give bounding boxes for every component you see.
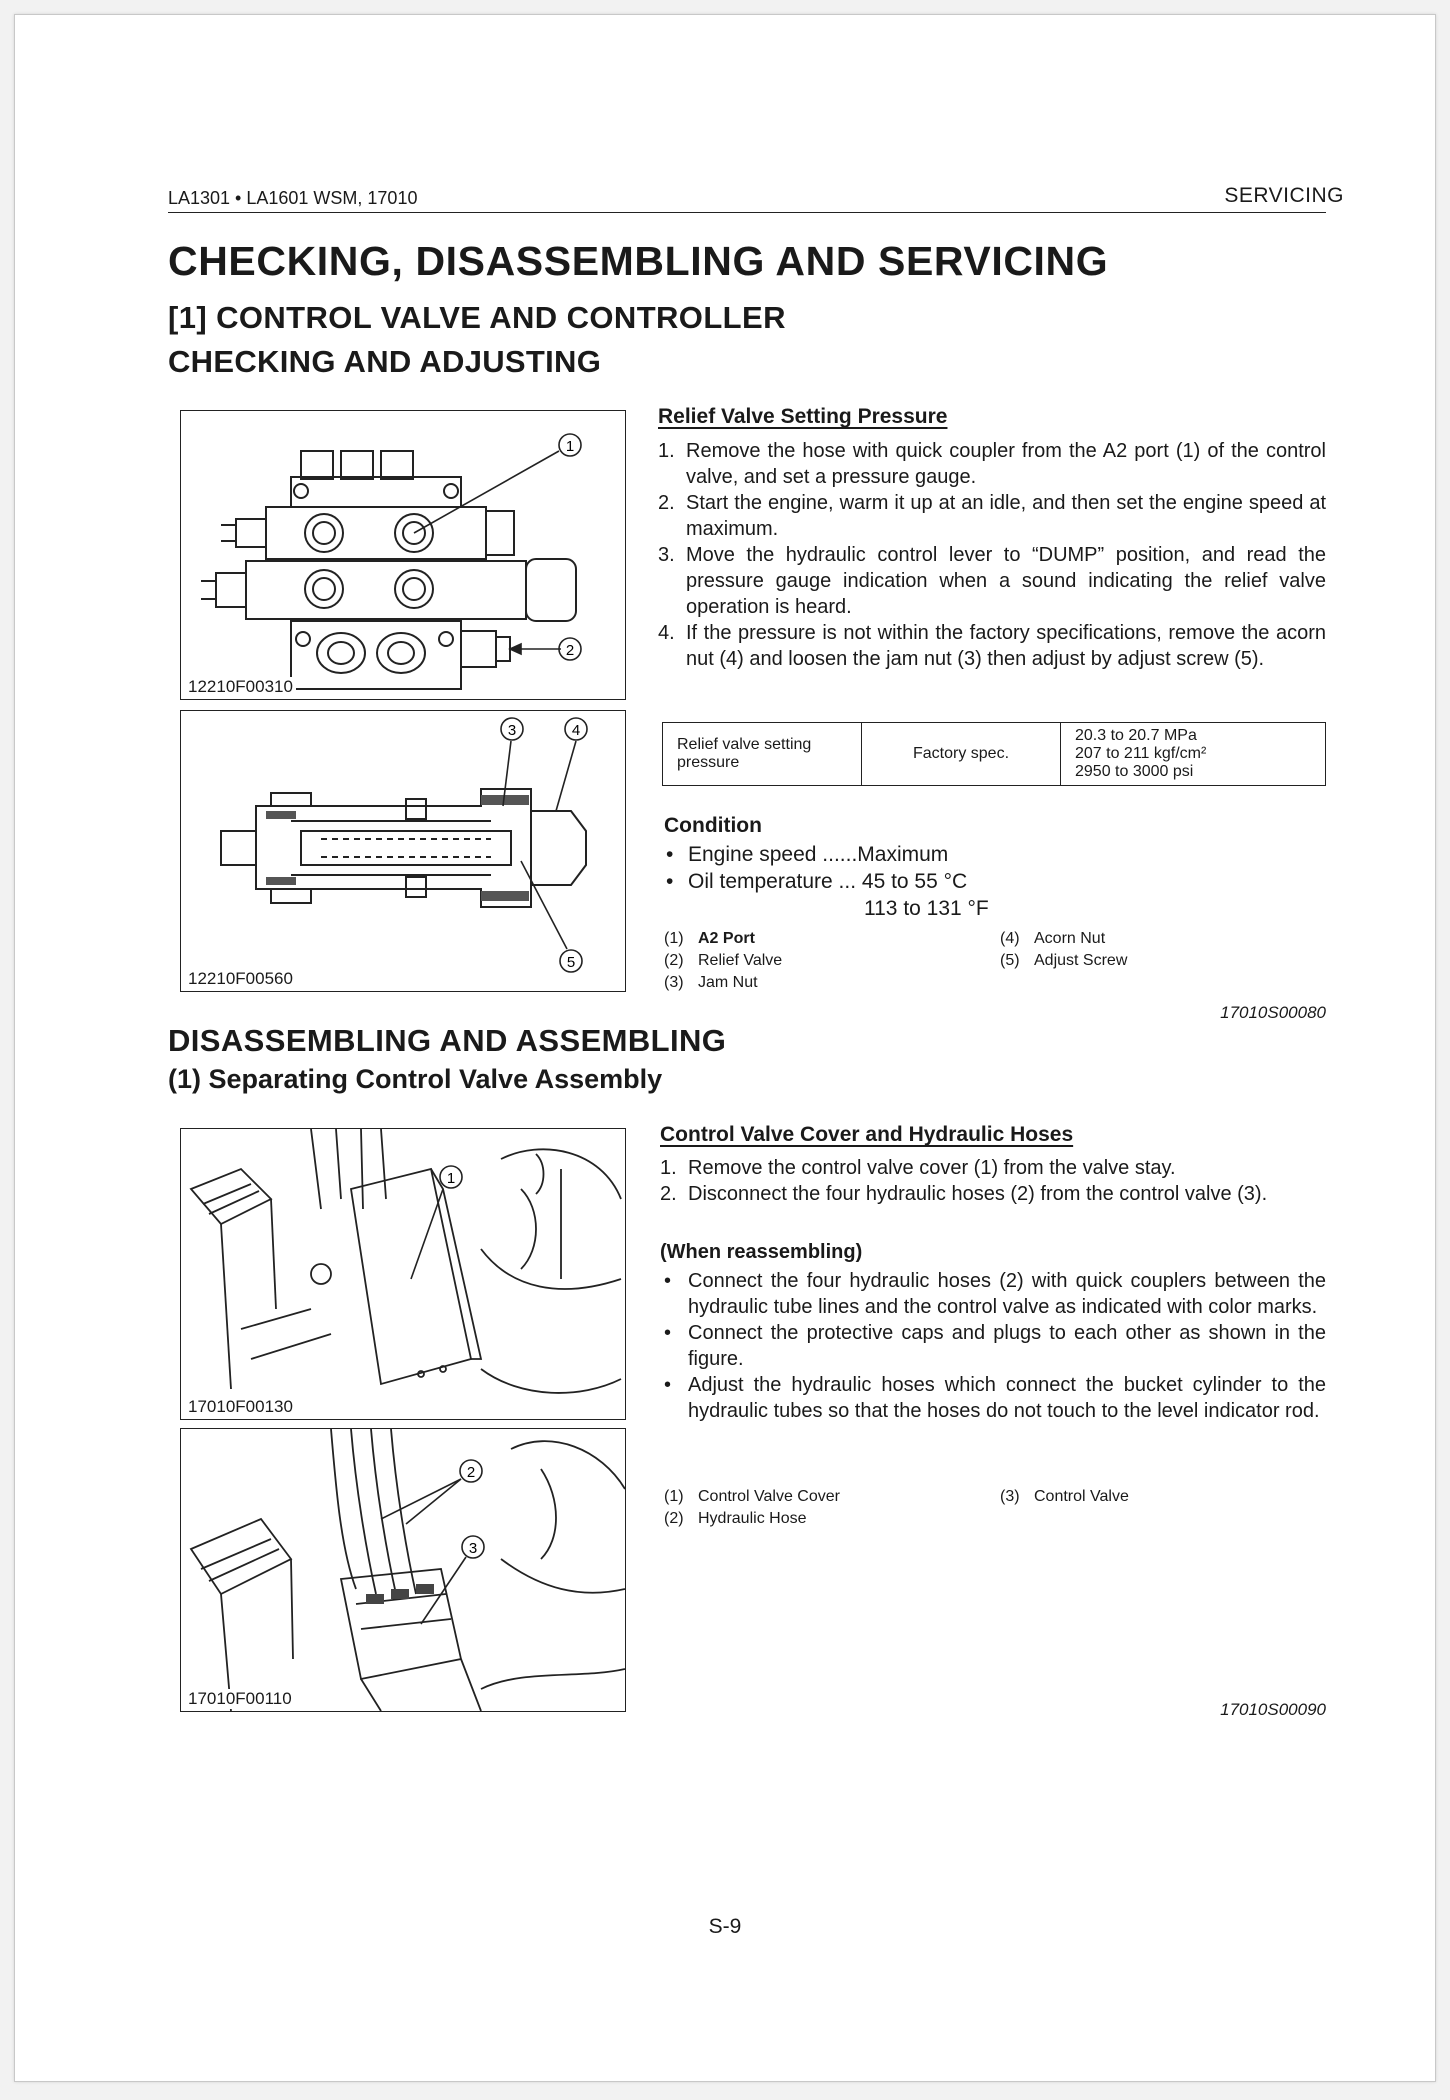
section-title: DISASSEMBLING AND ASSEMBLING (168, 1023, 727, 1058)
callout-3: 3 (507, 722, 517, 739)
legend-item: (1) Control Valve Cover (664, 1488, 840, 1505)
legend-item: (5) Adjust Screw (1000, 952, 1128, 969)
step-item: 1. Remove the hose with quick coupler from the A2 port (1) of the control valve, and set a pressure gauge. (658, 440, 1326, 488)
figure-legend-right (1000, 928, 1300, 972)
callout-4: 4 (571, 722, 581, 739)
figure-relief-valve (180, 710, 626, 992)
header-document-id: LA1301 • LA1601 WSM, 17010 (168, 188, 418, 208)
figure-legend-right (1000, 1486, 1300, 1508)
step-item: 1. Remove the control valve cover (1) from the valve stay. (660, 1157, 1176, 1179)
control-valve-drawing (181, 411, 625, 699)
condition-item-extra: 113 to 131 °F (864, 897, 989, 920)
figure-code: 12210F00310 (185, 677, 296, 697)
reassembly-item: • Connect the four hydraulic hoses (2) with quick couplers between the hydraulic tube lines and the control valve as indicated with color marks. (664, 1270, 1326, 1318)
spec-values: 20.3 to 20.7 MPa 207 to 211 kgf/cm² 2950 to 3000 psi (1061, 723, 1326, 786)
figure-hydraulic-hoses (180, 1428, 626, 1712)
relief-valve-steps (658, 438, 1326, 672)
section-title: [1] CONTROL VALVE AND CONTROLLER (168, 300, 786, 335)
page-title: CHECKING, DISASSEMBLING AND SERVICING (168, 238, 1109, 284)
section-subtitle: (1) Separating Control Valve Assembly (168, 1064, 663, 1094)
spec-table (662, 722, 1326, 786)
legend-item: (2) Hydraulic Hose (664, 1510, 807, 1527)
callout-2: 2 (466, 1464, 476, 1481)
callout-1: 1 (565, 438, 575, 455)
figure-legend-left (664, 928, 964, 994)
header-divider (168, 212, 1326, 213)
figure-control-valve (180, 410, 626, 700)
step-item: 2. Start the engine, warm it up at an idle, and then set the engine speed at maximum. (658, 492, 1326, 540)
valve-cover-drawing (181, 1129, 625, 1419)
step-item: 2. Disconnect the four hydraulic hoses (2) from the control valve (3). (660, 1183, 1268, 1205)
reassembly-item: • Adjust the hydraulic hoses which connect the bucket cylinder to the hydraulic tubes so that the hoses do not touch to the level indicator rod. (664, 1374, 1326, 1422)
page-number: S-9 (708, 1915, 742, 1938)
hoses-steps (660, 1155, 1326, 1207)
figure-code: 12210F00560 (185, 969, 296, 989)
step-item: 3. Move the hydraulic control lever to “DUMP” position, and read the pressure gauge indication when a sound indicating the relief valve operation is heard. (658, 544, 1326, 618)
reassembly-item: • Connect the protective caps and plugs to each other as shown in the figure. (664, 1322, 1326, 1370)
reassembly-list (660, 1268, 1326, 1424)
condition-title: Condition (664, 814, 762, 837)
reference-code: 17010S00090 (1220, 1700, 1326, 1719)
callout-1: 1 (446, 1170, 456, 1187)
condition-item: • Engine speed ......Maximum (666, 843, 949, 866)
legend-item: (2) Relief Valve (664, 952, 783, 969)
figure-code: 17010F00110 (185, 1689, 295, 1709)
callout-2: 2 (565, 642, 575, 659)
callout-3: 3 (468, 1540, 478, 1557)
callout-5: 5 (566, 954, 576, 971)
figure-valve-cover (180, 1128, 626, 1420)
reference-code: 17010S00080 (1220, 1003, 1326, 1022)
legend-item: (3) Jam Nut (664, 974, 758, 991)
spec-label: Factory spec. (862, 723, 1061, 786)
legend-item: (1) A2 Port (664, 930, 755, 947)
legend-item: (3) Control Valve (1000, 1488, 1129, 1505)
spec-item: Relief valve setting pressure (663, 723, 862, 786)
section-subtitle: CHECKING AND ADJUSTING (168, 344, 602, 379)
step-item: 4. If the pressure is not within the factory specifications, remove the acorn nut (4) and loosen the jam nut (3) then adjust by adjust screw (5). (658, 622, 1326, 670)
reassembly-title: (When reassembling) (660, 1241, 863, 1263)
relief-valve-drawing (181, 711, 625, 991)
legend-item: (4) Acorn Nut (1000, 930, 1106, 947)
header-section-name: SERVICING (1224, 184, 1344, 207)
hoses-heading: Control Valve Cover and Hydraulic Hoses (660, 1123, 1074, 1146)
condition-list (664, 841, 1084, 922)
figure-legend-left (664, 1486, 984, 1530)
figure-code: 17010F00130 (185, 1397, 296, 1417)
hydraulic-hoses-drawing (181, 1429, 625, 1711)
condition-item: • Oil temperature ... 45 to 55 °C (666, 870, 968, 893)
relief-valve-heading: Relief Valve Setting Pressure (658, 405, 948, 428)
